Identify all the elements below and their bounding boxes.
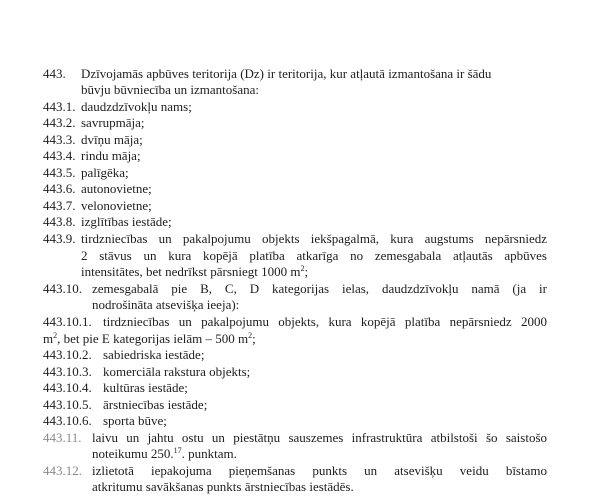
item-number: 443.3.: [43, 132, 76, 147]
superscript: 17: [173, 446, 182, 455]
item-text-wrap: [103, 314, 547, 330]
item-text: sabiedriska iestāde;: [103, 347, 205, 362]
item-number: 443.10.: [43, 281, 82, 296]
item-text: tirdzniecības un pakalpojumu objekts, kura kopējā platība nepārsniedz 2000: [103, 314, 547, 329]
paragraph-number: 443.: [43, 66, 66, 81]
item-number: 443.2.: [43, 115, 76, 130]
item-text-part: ;: [252, 331, 256, 346]
item-text-part: noteikumu 250.: [92, 446, 174, 461]
item-text: rindu māja;: [81, 148, 141, 163]
paragraph-text: Dzīvojamās apbūves teritorija (Dz) ir teritorija, kur atļautā izmantošana ir šādu: [81, 66, 492, 81]
item-text-wrap: [92, 430, 547, 446]
paragraph-text: būvju būvniecība un izmantošana:: [81, 82, 259, 97]
item-text: [92, 446, 237, 462]
item-text-wrap: [81, 248, 547, 264]
item-text: izlietotā iepakojuma pieņemšanas punkts un atsevišķu veidu bīstamo: [92, 463, 547, 478]
item-number: 443.10.6.: [43, 413, 92, 428]
item-text-wrap: [81, 231, 547, 247]
item-text-part: . punktam.: [181, 446, 237, 461]
item-text-wrap: [92, 463, 547, 479]
item-number: 443.10.1.: [43, 314, 92, 329]
item-number: 443.4.: [43, 148, 76, 163]
item-number: 443.10.5.: [43, 397, 92, 412]
item-number: 443.6.: [43, 181, 76, 196]
superscript: 2: [248, 331, 253, 340]
item-text: autonovietne;: [81, 181, 152, 196]
item-text-wrap: [92, 281, 547, 297]
item-text: komerciāla rakstura objekts;: [103, 364, 251, 379]
item-number: 443.11.: [43, 430, 82, 445]
item-text: [81, 264, 308, 280]
item-number: 443.7.: [43, 198, 76, 213]
item-text: dvīņu māja;: [81, 132, 143, 147]
item-text-part: ;: [304, 264, 309, 279]
item-text: tirdzniecības un pakalpojumu objekts iekšpagalmā, kura augstums nepārsniedz: [81, 231, 547, 246]
item-text: savrupmāja;: [81, 115, 145, 130]
item-text: laivu un jahtu ostu un piestātņu sauszemes infrastruktūra atbilstoši šo saistošo: [92, 430, 547, 445]
item-text: palīgēka;: [81, 165, 129, 180]
item-number: 443.10.4.: [43, 380, 92, 395]
item-text: kultūras iestāde;: [103, 380, 188, 395]
item-text-part: m: [43, 331, 54, 346]
item-number: 443.9.: [43, 231, 76, 246]
item-text: [43, 331, 256, 347]
item-text-part: , bet pie E kategorijas ielām – 500 m: [57, 331, 249, 346]
item-text: 2 stāvus un kura kopējā platība atkarīga no zemesgabala atļautās apbūves: [81, 248, 547, 263]
item-text: nodrošināta atsevišķa ieeja):: [92, 297, 240, 312]
item-number: 443.12.: [43, 463, 82, 478]
item-text: zemesgabalā pie B, C, D kategorijas ielas, daudzdzīvokļu namā (ja ir: [92, 281, 547, 296]
item-text: izglītības iestāde;: [81, 214, 172, 229]
item-text: ārstniecības iestāde;: [103, 397, 208, 412]
item-text: atkritumu savākšanas punkts ārstniecības iestādēs.: [92, 479, 354, 494]
item-text: velonovietne;: [81, 198, 152, 213]
item-text-part: intensitātes, bet nedrīkst pārsniegt 1000 m: [81, 264, 301, 279]
item-number: 443.10.2.: [43, 347, 92, 362]
item-number: 443.5.: [43, 165, 76, 180]
item-text: sporta būve;: [103, 413, 167, 428]
item-number: 443.1.: [43, 99, 76, 114]
superscript: 2: [300, 264, 305, 273]
item-number: 443.8.: [43, 214, 76, 229]
superscript: 2: [53, 331, 58, 340]
item-number: 443.10.3.: [43, 364, 92, 379]
item-text: daudzdzīvokļu nams;: [81, 99, 192, 114]
